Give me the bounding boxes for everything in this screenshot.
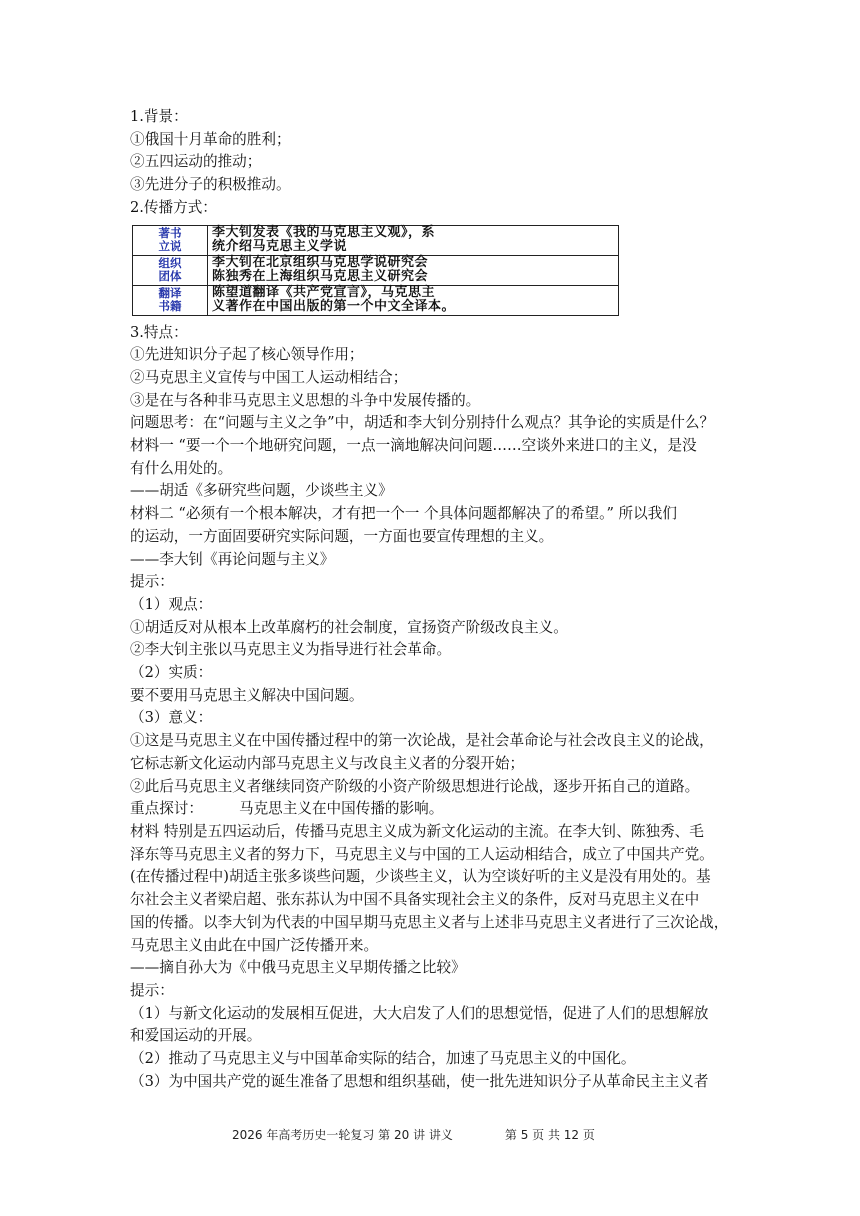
view-1: ①胡适反对从根本上改革腐朽的社会制度，宣扬资产阶级改良主义。 bbox=[130, 618, 568, 636]
spread-heading: 2.传播方式： bbox=[130, 198, 217, 216]
page-footer bbox=[232, 1126, 595, 1143]
material-2-source: ——李大钊《再论问题与主义》 bbox=[130, 550, 335, 568]
view-2: ②李大钊主张以马克思主义为指导进行社会革命。 bbox=[130, 641, 452, 659]
hint-2-line: 和爱国运动的开展。 bbox=[130, 1027, 262, 1045]
feature-item-1: ①先进知识分子起了核心领导作用； bbox=[130, 346, 364, 364]
background-item-3: ③先进分子的积极推动。 bbox=[130, 176, 291, 194]
meaning-1-line-2: 它标志新文化运动内部马克思主义与改良主义者的分裂开始； bbox=[130, 754, 525, 772]
feature-item-2: ②马克思主义宣传与中国工人运动相结合； bbox=[130, 368, 408, 386]
description-cell: 李大钊发表《我的马克思主义观》，系 统介绍马克思主义学说 bbox=[208, 225, 619, 255]
focus-heading bbox=[130, 798, 740, 821]
table-row bbox=[133, 225, 619, 255]
category-cell: 著书 立说 bbox=[133, 225, 208, 255]
focus-material-line: (在传播过程中)胡适主张多谈些问题，少谈些主义，认为空谈好听的主义是没有用处的。基 bbox=[130, 868, 711, 886]
description-cell: 李大钊在北京组织马克思学说研究会 陈独秀在上海组织马克思主义研究会 bbox=[208, 255, 619, 285]
focus-material-line: 国的传播。以李大钊为代表的中国早期马克思主义者与上述非马克思主义者进行了三次论战， bbox=[130, 913, 729, 931]
features-heading: 3.特点： bbox=[130, 323, 188, 341]
question-prompt: 问题思考：在“问题与主义之争”中，胡适和李大钊分别持什么观点？其争论的实质是什么？ bbox=[130, 414, 715, 432]
hint-2-line: （1）与新文化运动的发展相互促进，大大启发了人们的思想觉悟，促进了人们的思想解放 bbox=[130, 1004, 709, 1022]
focus-label: 重点探讨： bbox=[130, 800, 203, 818]
material-2-line-1: 材料二 “必须有一个根本解决，才有把一个一 个具体问题都解决了的希望。” 所以我们 bbox=[130, 505, 677, 523]
essence-text: 要不要用马克思主义解决中国问题。 bbox=[130, 686, 364, 704]
footer-doc-title: 2026 年高考历史一轮复习 第 20 讲 讲义 bbox=[232, 1128, 453, 1142]
hint-heading: 提示： bbox=[130, 573, 174, 591]
focus-topic: 马克思主义在中国传播的影响。 bbox=[238, 800, 444, 818]
table-row bbox=[133, 255, 619, 285]
footer-page-number: 第 5 页 共 12 页 bbox=[504, 1128, 595, 1142]
focus-material-line: 马克思主义由此在中国广泛传播开来。 bbox=[130, 936, 379, 954]
view-heading: （1）观点： bbox=[130, 595, 213, 613]
meaning-heading: （3）意义： bbox=[130, 709, 213, 727]
focus-material-line: 尔社会主义者梁启超、张东荪认为中国不具备实现社会主义的条件，反对马克思主义在中 bbox=[130, 891, 700, 909]
background-item-2: ②五四运动的推动； bbox=[130, 153, 262, 171]
material-1-line-1: 材料一 “要一个一个地研究问题，一点一滴地解决问问题……空谈外来进口的主义，是没 bbox=[130, 437, 697, 455]
essence-heading: （2）实质： bbox=[130, 664, 213, 682]
material-1-line-2: 有什么用处的。 bbox=[130, 459, 233, 477]
hint-2-heading: 提示： bbox=[130, 981, 174, 999]
focus-material-line: 材料 特别是五四运动后，传播马克思主义成为新文化运动的主流。在李大钊、陈独秀、毛 bbox=[130, 822, 704, 840]
document-body bbox=[130, 106, 740, 1093]
material-2-line-2: 的运动，一方面固要研究实际问题，一方面也要宣传理想的主义。 bbox=[130, 527, 554, 545]
background-heading: 1.背景： bbox=[130, 108, 188, 125]
material-1-source: ——胡适《多研究些问题，少谈些主义》 bbox=[130, 482, 393, 500]
category-cell: 组织 团体 bbox=[133, 255, 208, 285]
focus-material-line: 泽东等马克思主义者的努力下，马克思主义与中国的工人运动相结合，成立了中国共产党。 bbox=[130, 845, 714, 863]
feature-item-3: ③是在与各种非马克思主义思想的斗争中发展传播的。 bbox=[130, 391, 481, 409]
category-cell: 翻译 书籍 bbox=[133, 285, 208, 315]
table-row bbox=[133, 285, 619, 315]
focus-source: ——摘自孙大为《中俄马克思主义早期传播之比较》 bbox=[130, 959, 466, 977]
meaning-1-line-1: ①这是马克思主义在中国传播过程中的第一次论战，是社会革命论与社会改良主义的论战， bbox=[130, 732, 714, 750]
meaning-2: ②此后马克思主义者继续同资产阶级的小资产阶级思想进行论战，逐步开拓自己的道路。 bbox=[130, 777, 700, 795]
hint-2-line: （3）为中国共产党的诞生准备了思想和组织基础，使一批先进知识分子从革命民主主义者 bbox=[130, 1072, 709, 1090]
description-cell: 陈望道翻译《共产党宣言》，马克思主 义著作在中国出版的第一个中文全译本。 bbox=[208, 285, 619, 315]
hint-2-line: （2）推动了马克思主义与中国革命实际的结合，加速了马克思主义的中国化。 bbox=[130, 1050, 636, 1068]
background-item-1: ①俄国十月革命的胜利； bbox=[130, 130, 291, 148]
spread-methods-table bbox=[132, 225, 619, 316]
